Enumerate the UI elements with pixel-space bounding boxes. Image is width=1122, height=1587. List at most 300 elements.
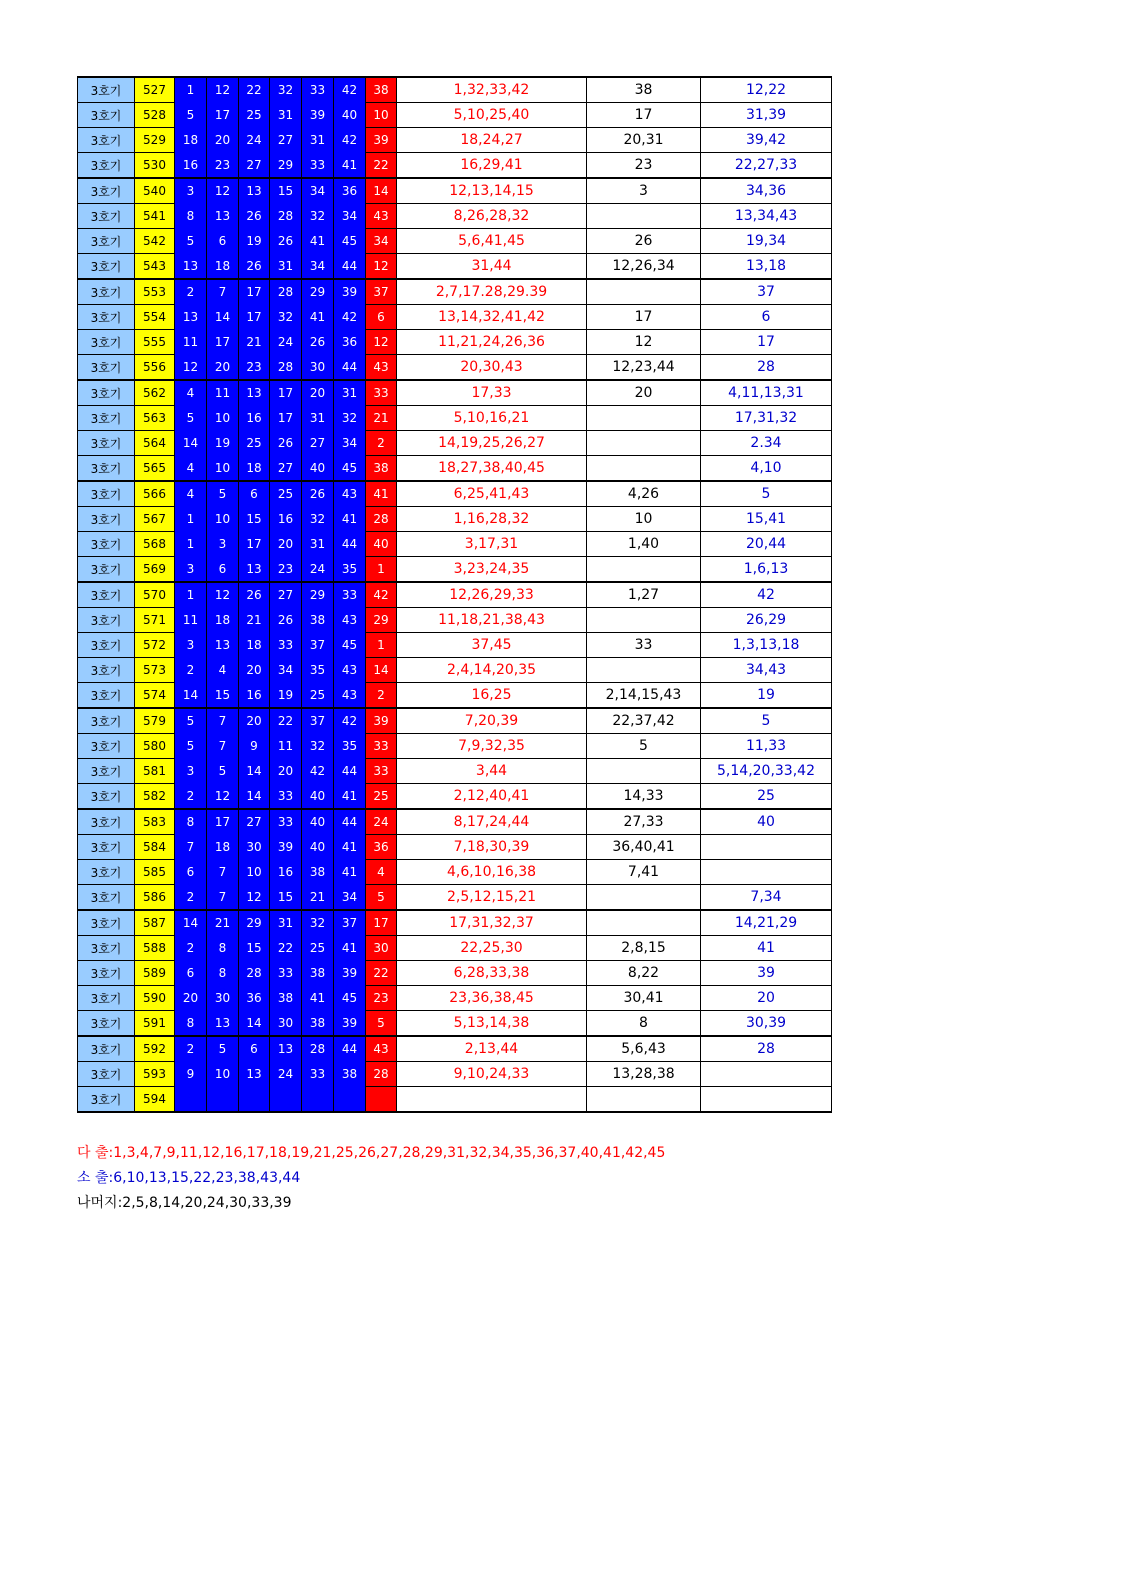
machine-cell: 3호기 xyxy=(78,809,135,835)
number-cell: 17 xyxy=(270,406,302,431)
col1-cell: 1,32,33,42 xyxy=(397,77,587,103)
col2-cell: 2,14,15,43 xyxy=(587,683,701,709)
number-cell: 27 xyxy=(302,431,334,456)
number-cell: 6 xyxy=(175,961,207,986)
number-cell: 42 xyxy=(334,708,366,734)
number-cell: 40 xyxy=(302,456,334,482)
round-cell: 554 xyxy=(135,305,175,330)
number-cell: 25 xyxy=(239,431,270,456)
col3-cell: 1,6,13 xyxy=(701,557,832,583)
machine-cell: 3호기 xyxy=(78,885,135,911)
number-cell: 33 xyxy=(270,961,302,986)
table-row xyxy=(78,759,832,784)
number-cell: 33 xyxy=(334,582,366,608)
number-cell: 31 xyxy=(270,254,302,280)
table-row xyxy=(78,809,832,835)
round-cell: 540 xyxy=(135,178,175,204)
number-cell: 30 xyxy=(302,355,334,381)
col2-cell: 17 xyxy=(587,103,701,128)
number-cell: 37 xyxy=(334,910,366,936)
number-cell: 12 xyxy=(175,355,207,381)
col2-cell: 38 xyxy=(587,77,701,103)
number-cell: 38 xyxy=(302,961,334,986)
number-cell: 13 xyxy=(175,305,207,330)
number-cell: 26 xyxy=(270,229,302,254)
col3-cell: 41 xyxy=(701,936,832,961)
col3-cell: 34,43 xyxy=(701,658,832,683)
col2-cell xyxy=(587,608,701,633)
table-row xyxy=(78,910,832,936)
number-cell: 16 xyxy=(175,153,207,179)
col1-cell: 3,44 xyxy=(397,759,587,784)
col1-cell: 12,13,14,15 xyxy=(397,178,587,204)
number-cell: 5 xyxy=(175,229,207,254)
col3-cell: 39 xyxy=(701,961,832,986)
number-cell: 34 xyxy=(334,204,366,229)
round-cell: 527 xyxy=(135,77,175,103)
machine-cell: 3호기 xyxy=(78,784,135,810)
round-cell: 592 xyxy=(135,1036,175,1062)
col2-cell xyxy=(587,759,701,784)
col2-cell xyxy=(587,456,701,482)
bonus-cell: 30 xyxy=(366,936,397,961)
table-row xyxy=(78,1062,832,1087)
number-cell: 27 xyxy=(270,128,302,153)
table-row xyxy=(78,254,832,280)
number-cell: 41 xyxy=(334,835,366,860)
col1-cell: 3,17,31 xyxy=(397,532,587,557)
round-cell: 583 xyxy=(135,809,175,835)
col1-cell: 1,16,28,32 xyxy=(397,507,587,532)
round-cell: 529 xyxy=(135,128,175,153)
table-row xyxy=(78,986,832,1011)
bonus-cell: 4 xyxy=(366,860,397,885)
number-cell: 5 xyxy=(175,734,207,759)
bonus-cell: 1 xyxy=(366,633,397,658)
col1-cell: 18,24,27 xyxy=(397,128,587,153)
number-cell: 7 xyxy=(175,835,207,860)
col1-cell: 20,30,43 xyxy=(397,355,587,381)
round-cell: 593 xyxy=(135,1062,175,1087)
number-cell: 17 xyxy=(207,330,239,355)
col2-cell: 26 xyxy=(587,229,701,254)
number-cell: 12 xyxy=(207,178,239,204)
number-cell: 34 xyxy=(270,658,302,683)
number-cell: 32 xyxy=(270,77,302,103)
round-cell: 571 xyxy=(135,608,175,633)
number-cell: 8 xyxy=(175,1011,207,1037)
number-cell: 20 xyxy=(207,128,239,153)
machine-cell: 3호기 xyxy=(78,708,135,734)
round-cell: 562 xyxy=(135,380,175,406)
number-cell: 33 xyxy=(302,1062,334,1087)
machine-cell: 3호기 xyxy=(78,734,135,759)
col1-cell: 2,5,12,15,21 xyxy=(397,885,587,911)
number-cell: 22 xyxy=(270,936,302,961)
number-cell: 11 xyxy=(175,330,207,355)
number-cell: 26 xyxy=(270,608,302,633)
number-cell: 15 xyxy=(270,885,302,911)
number-cell: 3 xyxy=(175,759,207,784)
machine-cell: 3호기 xyxy=(78,1011,135,1037)
col2-cell xyxy=(587,279,701,305)
bonus-cell: 29 xyxy=(366,608,397,633)
number-cell: 20 xyxy=(207,355,239,381)
machine-cell: 3호기 xyxy=(78,279,135,305)
round-cell: 581 xyxy=(135,759,175,784)
table-row xyxy=(78,582,832,608)
number-cell: 18 xyxy=(207,608,239,633)
col3-cell: 28 xyxy=(701,355,832,381)
bonus-cell: 2 xyxy=(366,683,397,709)
number-cell: 26 xyxy=(239,254,270,280)
number-cell: 3 xyxy=(175,178,207,204)
col1-cell: 8,17,24,44 xyxy=(397,809,587,835)
number-cell: 16 xyxy=(239,683,270,709)
col3-cell: 11,33 xyxy=(701,734,832,759)
bonus-cell: 28 xyxy=(366,507,397,532)
number-cell: 24 xyxy=(270,330,302,355)
round-cell: 528 xyxy=(135,103,175,128)
number-cell: 13 xyxy=(239,1062,270,1087)
number-cell: 23 xyxy=(239,355,270,381)
col2-cell: 12 xyxy=(587,330,701,355)
number-cell: 45 xyxy=(334,986,366,1011)
number-cell: 24 xyxy=(239,128,270,153)
col2-cell xyxy=(587,557,701,583)
col1-cell: 17,31,32,37 xyxy=(397,910,587,936)
number-cell: 21 xyxy=(302,885,334,911)
number-cell: 28 xyxy=(270,355,302,381)
machine-cell: 3호기 xyxy=(78,1036,135,1062)
number-cell: 15 xyxy=(239,936,270,961)
number-cell xyxy=(175,1087,207,1113)
number-cell: 30 xyxy=(239,835,270,860)
machine-cell: 3호기 xyxy=(78,582,135,608)
number-cell: 10 xyxy=(207,507,239,532)
col3-cell xyxy=(701,1062,832,1087)
col2-cell: 5,6,43 xyxy=(587,1036,701,1062)
number-cell: 25 xyxy=(302,936,334,961)
table-row xyxy=(78,103,832,128)
col2-cell: 12,26,34 xyxy=(587,254,701,280)
bonus-cell: 43 xyxy=(366,204,397,229)
bonus-cell: 17 xyxy=(366,910,397,936)
col3-cell: 20,44 xyxy=(701,532,832,557)
number-cell: 40 xyxy=(302,809,334,835)
col3-cell: 26,29 xyxy=(701,608,832,633)
col1-cell: 37,45 xyxy=(397,633,587,658)
number-cell: 13 xyxy=(270,1036,302,1062)
number-cell: 12 xyxy=(207,784,239,810)
number-cell: 40 xyxy=(302,835,334,860)
machine-cell: 3호기 xyxy=(78,936,135,961)
number-cell: 10 xyxy=(207,1062,239,1087)
col3-cell: 14,21,29 xyxy=(701,910,832,936)
number-cell: 21 xyxy=(239,330,270,355)
round-cell: 530 xyxy=(135,153,175,179)
bonus-cell: 5 xyxy=(366,1011,397,1037)
summary-many: 다 출:1,3,4,7,9,11,12,16,17,18,19,21,25,26,27,28,29,31,32,34,35,36,37,40,41,42,45 xyxy=(77,1145,666,1161)
col3-cell: 42 xyxy=(701,582,832,608)
machine-cell: 3호기 xyxy=(78,910,135,936)
machine-cell: 3호기 xyxy=(78,229,135,254)
number-cell: 1 xyxy=(175,77,207,103)
number-cell: 7 xyxy=(207,860,239,885)
table-row xyxy=(78,608,832,633)
machine-cell: 3호기 xyxy=(78,153,135,179)
number-cell: 14 xyxy=(175,431,207,456)
number-cell: 41 xyxy=(334,784,366,810)
table-row xyxy=(78,406,832,431)
number-cell: 39 xyxy=(270,835,302,860)
machine-cell: 3호기 xyxy=(78,608,135,633)
summary-block xyxy=(77,1141,665,1216)
bonus-cell: 33 xyxy=(366,734,397,759)
number-cell: 19 xyxy=(239,229,270,254)
round-cell: 591 xyxy=(135,1011,175,1037)
number-cell: 31 xyxy=(270,103,302,128)
table-row xyxy=(78,279,832,305)
bonus-cell: 24 xyxy=(366,809,397,835)
table-row xyxy=(78,1087,832,1113)
number-cell: 17 xyxy=(207,103,239,128)
col1-cell: 2,13,44 xyxy=(397,1036,587,1062)
col1-cell: 6,28,33,38 xyxy=(397,961,587,986)
number-cell: 13 xyxy=(207,633,239,658)
number-cell: 14 xyxy=(239,784,270,810)
machine-cell: 3호기 xyxy=(78,456,135,482)
number-cell: 19 xyxy=(207,431,239,456)
number-cell: 16 xyxy=(270,507,302,532)
table-row xyxy=(78,734,832,759)
col2-cell: 36,40,41 xyxy=(587,835,701,860)
number-cell: 44 xyxy=(334,254,366,280)
bonus-cell: 2 xyxy=(366,431,397,456)
col2-cell: 10 xyxy=(587,507,701,532)
number-cell: 37 xyxy=(302,633,334,658)
number-cell: 35 xyxy=(334,734,366,759)
col3-cell: 40 xyxy=(701,809,832,835)
col1-cell: 7,20,39 xyxy=(397,708,587,734)
number-cell: 32 xyxy=(302,734,334,759)
number-cell: 19 xyxy=(270,683,302,709)
table-row xyxy=(78,305,832,330)
table-row xyxy=(78,178,832,204)
number-cell: 42 xyxy=(334,128,366,153)
number-cell: 28 xyxy=(302,1036,334,1062)
number-cell: 9 xyxy=(239,734,270,759)
machine-cell: 3호기 xyxy=(78,532,135,557)
number-cell: 18 xyxy=(239,633,270,658)
col2-cell xyxy=(587,1087,701,1113)
round-cell: 574 xyxy=(135,683,175,709)
number-cell: 15 xyxy=(239,507,270,532)
col1-cell: 2,7,17.28,29.39 xyxy=(397,279,587,305)
number-cell: 27 xyxy=(270,582,302,608)
machine-cell: 3호기 xyxy=(78,759,135,784)
number-cell: 32 xyxy=(302,204,334,229)
number-cell: 25 xyxy=(302,683,334,709)
round-cell: 584 xyxy=(135,835,175,860)
col2-cell xyxy=(587,885,701,911)
machine-cell: 3호기 xyxy=(78,204,135,229)
col2-cell: 1,40 xyxy=(587,532,701,557)
table-row xyxy=(78,708,832,734)
col1-cell: 23,36,38,45 xyxy=(397,986,587,1011)
number-cell: 2 xyxy=(175,936,207,961)
round-cell: 579 xyxy=(135,708,175,734)
bonus-cell: 43 xyxy=(366,355,397,381)
number-cell: 45 xyxy=(334,456,366,482)
table-row xyxy=(78,481,832,507)
number-cell: 2 xyxy=(175,279,207,305)
number-cell: 35 xyxy=(302,658,334,683)
number-cell: 1 xyxy=(175,582,207,608)
number-cell: 28 xyxy=(270,204,302,229)
col2-cell: 22,37,42 xyxy=(587,708,701,734)
col3-cell xyxy=(701,860,832,885)
number-cell: 29 xyxy=(239,910,270,936)
number-cell: 24 xyxy=(270,1062,302,1087)
number-cell: 5 xyxy=(175,708,207,734)
machine-cell: 3호기 xyxy=(78,633,135,658)
bonus-cell: 42 xyxy=(366,582,397,608)
table-row xyxy=(78,229,832,254)
col1-cell: 11,21,24,26,36 xyxy=(397,330,587,355)
table-row xyxy=(78,633,832,658)
bonus-cell: 22 xyxy=(366,153,397,179)
number-cell: 13 xyxy=(239,380,270,406)
number-cell: 45 xyxy=(334,633,366,658)
number-cell: 13 xyxy=(207,204,239,229)
number-cell: 12 xyxy=(207,77,239,103)
number-cell: 6 xyxy=(207,229,239,254)
number-cell: 42 xyxy=(334,305,366,330)
table-row xyxy=(78,532,832,557)
col3-cell: 34,36 xyxy=(701,178,832,204)
number-cell: 8 xyxy=(175,809,207,835)
number-cell: 33 xyxy=(270,633,302,658)
number-cell: 41 xyxy=(334,153,366,179)
number-cell: 32 xyxy=(270,305,302,330)
col1-cell: 5,6,41,45 xyxy=(397,229,587,254)
col1-cell: 16,25 xyxy=(397,683,587,709)
machine-cell: 3호기 xyxy=(78,431,135,456)
number-cell: 10 xyxy=(239,860,270,885)
round-cell: 563 xyxy=(135,406,175,431)
number-cell: 15 xyxy=(270,178,302,204)
number-cell: 7 xyxy=(207,885,239,911)
col2-cell: 27,33 xyxy=(587,809,701,835)
round-cell: 590 xyxy=(135,986,175,1011)
machine-cell: 3호기 xyxy=(78,557,135,583)
number-cell: 32 xyxy=(334,406,366,431)
col1-cell: 12,26,29,33 xyxy=(397,582,587,608)
machine-cell: 3호기 xyxy=(78,103,135,128)
table-row xyxy=(78,153,832,179)
bonus-cell: 5 xyxy=(366,885,397,911)
number-cell: 41 xyxy=(302,229,334,254)
number-cell: 27 xyxy=(239,153,270,179)
number-cell: 25 xyxy=(270,481,302,507)
machine-cell: 3호기 xyxy=(78,305,135,330)
col2-cell xyxy=(587,431,701,456)
number-cell: 13 xyxy=(239,557,270,583)
bonus-cell: 36 xyxy=(366,835,397,860)
number-cell: 20 xyxy=(302,380,334,406)
number-cell: 2 xyxy=(175,885,207,911)
col3-cell: 17 xyxy=(701,330,832,355)
number-cell: 42 xyxy=(302,759,334,784)
col3-cell: 5,14,20,33,42 xyxy=(701,759,832,784)
round-cell: 541 xyxy=(135,204,175,229)
bonus-cell: 38 xyxy=(366,456,397,482)
table-row xyxy=(78,885,832,911)
number-cell: 38 xyxy=(302,608,334,633)
col3-cell: 4,10 xyxy=(701,456,832,482)
col3-cell: 20 xyxy=(701,986,832,1011)
number-cell: 32 xyxy=(302,910,334,936)
number-cell: 29 xyxy=(302,582,334,608)
number-cell: 43 xyxy=(334,683,366,709)
number-cell: 22 xyxy=(270,708,302,734)
number-cell: 20 xyxy=(270,759,302,784)
col3-cell: 30,39 xyxy=(701,1011,832,1037)
summary-few: 소 출:6,10,13,15,22,23,38,43,44 xyxy=(77,1170,301,1186)
number-cell: 38 xyxy=(302,1011,334,1037)
number-cell: 41 xyxy=(334,936,366,961)
machine-cell: 3호기 xyxy=(78,1062,135,1087)
col3-cell: 19,34 xyxy=(701,229,832,254)
number-cell: 20 xyxy=(175,986,207,1011)
table-row xyxy=(78,784,832,810)
round-cell: 556 xyxy=(135,355,175,381)
number-cell: 5 xyxy=(175,406,207,431)
col1-cell: 5,10,16,21 xyxy=(397,406,587,431)
machine-cell: 3호기 xyxy=(78,406,135,431)
col3-cell: 5 xyxy=(701,708,832,734)
machine-cell: 3호기 xyxy=(78,330,135,355)
number-cell: 40 xyxy=(334,103,366,128)
col1-cell: 11,18,21,38,43 xyxy=(397,608,587,633)
table-row xyxy=(78,1011,832,1037)
number-cell: 14 xyxy=(175,910,207,936)
col2-cell xyxy=(587,406,701,431)
table-row xyxy=(78,557,832,583)
number-cell: 17 xyxy=(207,809,239,835)
number-cell: 17 xyxy=(239,305,270,330)
number-cell: 1 xyxy=(175,507,207,532)
col2-cell: 2,8,15 xyxy=(587,936,701,961)
number-cell: 3 xyxy=(175,557,207,583)
number-cell: 14 xyxy=(207,305,239,330)
number-cell: 43 xyxy=(334,658,366,683)
number-cell: 41 xyxy=(334,860,366,885)
number-cell: 4 xyxy=(175,456,207,482)
number-cell: 26 xyxy=(270,431,302,456)
col3-cell: 39,42 xyxy=(701,128,832,153)
number-cell: 3 xyxy=(207,532,239,557)
col2-cell: 12,23,44 xyxy=(587,355,701,381)
number-cell: 10 xyxy=(207,406,239,431)
table-row xyxy=(78,330,832,355)
col1-cell xyxy=(397,1087,587,1113)
number-cell: 18 xyxy=(239,456,270,482)
number-cell: 28 xyxy=(270,279,302,305)
col1-cell: 7,9,32,35 xyxy=(397,734,587,759)
col1-cell: 6,25,41,43 xyxy=(397,481,587,507)
